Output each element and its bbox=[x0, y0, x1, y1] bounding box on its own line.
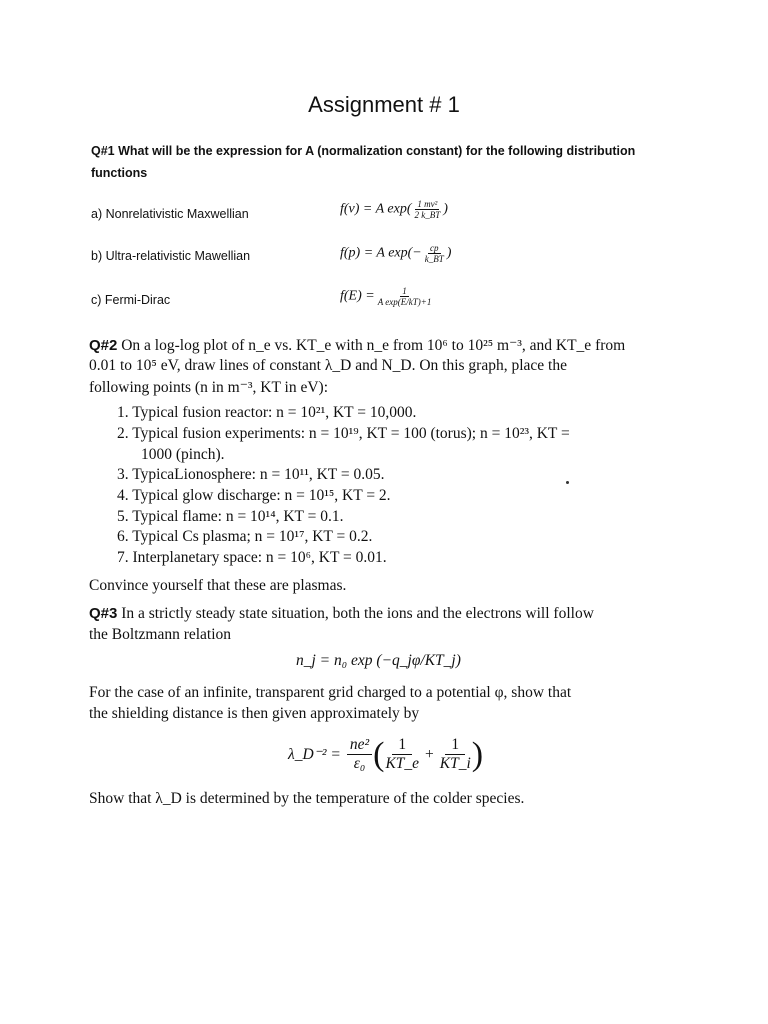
formula-denominator: A exp(E/kT)+1 bbox=[377, 297, 432, 307]
debye-term-2-num: 1 bbox=[445, 736, 465, 755]
debye-term-2-den: KT_i bbox=[439, 755, 471, 772]
debye-coefficient-num: ne² bbox=[347, 736, 372, 755]
formula-lhs: f(v) = A exp( bbox=[340, 201, 412, 217]
formula-numerator: cp bbox=[430, 243, 439, 253]
q3-boltzmann-equation: n_j = n₀ exp (−q_jφ/KT_j) bbox=[296, 652, 461, 669]
q3-mid-line-2: the shielding distance is then given approximately by bbox=[89, 705, 420, 722]
q3-intro-line-1 bbox=[89, 605, 594, 623]
q1-question-line-2: functions bbox=[91, 166, 148, 180]
formula-denominator: 2 k_BT bbox=[414, 210, 441, 220]
debye-term-1-num: 1 bbox=[392, 736, 412, 755]
q2-intro-line-1 bbox=[89, 336, 625, 355]
q2-point-6: 6. Typical Cs plasma; n = 10¹⁷, KT = 0.2. bbox=[117, 528, 373, 545]
formula-tail: ) bbox=[443, 201, 448, 217]
formula-numerator: 1 mv² bbox=[417, 199, 438, 209]
q3-closing: Show that λ_D is determined by the temperature of the colder species. bbox=[89, 790, 525, 807]
q1-question-line-1: Q#1 What will be the expression for A (normalization constant) for the following distribution bbox=[91, 144, 636, 158]
q2-point-2-continued: 1000 (pinch). bbox=[141, 446, 225, 463]
q1-item-c-formula bbox=[340, 286, 434, 307]
q3-debye-equation bbox=[288, 736, 483, 773]
q2-point-4: 4. Typical glow discharge: n = 10¹⁵, KT = 2. bbox=[117, 487, 391, 504]
q1-item-c-label: c) Fermi-Dirac bbox=[91, 293, 171, 307]
q2-point-7: 7. Interplanetary space: n = 10⁶, KT = 0.01. bbox=[117, 549, 387, 566]
q1-item-b-formula bbox=[340, 243, 451, 264]
q2-intro-line-3: following points (n in m⁻³, KT in eV): bbox=[89, 379, 329, 396]
q2-label: Q#2 bbox=[89, 337, 118, 354]
q2-intro-text-1: On a log-log plot of n_e vs. KT_e with n_e from 10⁶ to 10²⁵ m⁻³, and KT_e from bbox=[121, 337, 626, 354]
formula-lhs: f(E) = bbox=[340, 288, 375, 304]
q1-item-a-formula bbox=[340, 199, 448, 220]
q3-label: Q#3 bbox=[89, 605, 118, 622]
debye-term-1-den: KT_e bbox=[385, 755, 420, 772]
formula-denominator: k_BT bbox=[424, 254, 444, 264]
q2-point-3: 3. TypicaLionosphere: n = 10¹¹, KT = 0.05. bbox=[117, 466, 385, 483]
q3-intro-line-2: the Boltzmann relation bbox=[89, 626, 232, 643]
formula-fraction bbox=[423, 243, 446, 264]
q3-intro-text-1: In a strictly steady state situation, both the ions and the electrons will follow bbox=[121, 605, 594, 622]
formula-numerator: 1 bbox=[402, 286, 407, 296]
q2-intro-line-2: 0.01 to 10⁵ eV, draw lines of constant λ_D and N_D. On this graph, place the bbox=[89, 357, 567, 374]
scan-speck bbox=[566, 481, 569, 484]
formula-fraction bbox=[413, 199, 443, 220]
q1-item-b-label: b) Ultra-relativistic Mawellian bbox=[91, 249, 251, 263]
right-paren: ) bbox=[471, 735, 484, 773]
q2-closing: Convince yourself that these are plasmas. bbox=[89, 577, 347, 594]
page-title: Assignment # 1 bbox=[308, 92, 460, 117]
q3-mid-line-1: For the case of an infinite, transparent grid charged to a potential φ, show that bbox=[89, 684, 572, 701]
debye-lhs: λ_D⁻² = bbox=[288, 746, 341, 763]
debye-coefficient bbox=[347, 736, 372, 773]
plus-sign: + bbox=[425, 745, 434, 763]
debye-coefficient-den: ε₀ bbox=[353, 755, 366, 772]
debye-term-2 bbox=[440, 736, 471, 773]
q2-point-1: 1. Typical fusion reactor: n = 10²¹, KT = 10,000. bbox=[117, 404, 417, 421]
left-paren: ( bbox=[373, 735, 385, 773]
q1-item-a-label: a) Nonrelativistic Maxwellian bbox=[91, 207, 249, 221]
formula-tail: ) bbox=[446, 245, 452, 261]
q2-point-2: 2. Typical fusion experiments: n = 10¹⁹, KT = 100 (torus); n = 10²³, KT = bbox=[117, 425, 570, 442]
debye-term-1 bbox=[385, 736, 419, 773]
formula-lhs: f(p) = A exp(− bbox=[340, 245, 422, 261]
formula-fraction bbox=[376, 286, 434, 307]
q2-point-5: 5. Typical flame: n = 10¹⁴, KT = 0.1. bbox=[117, 508, 344, 525]
